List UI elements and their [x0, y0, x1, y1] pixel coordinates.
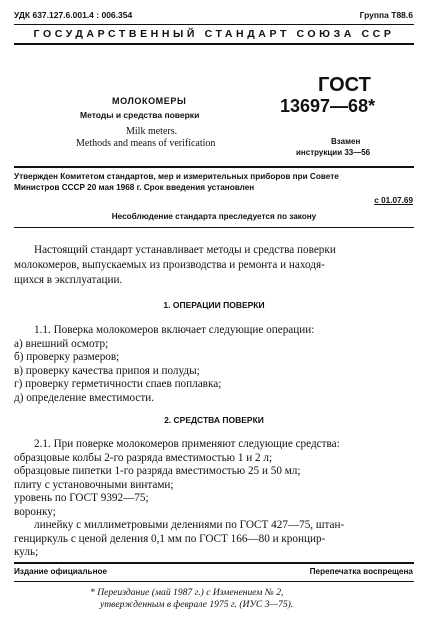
operation-item: в) проверку качества припоя и полуды;	[14, 365, 200, 377]
english-subtitle: Methods and means of verification	[76, 138, 216, 149]
effective-date: с 01.07.69	[374, 196, 413, 205]
gost-label: ГОСТ	[318, 74, 371, 96]
intro-line-1: Настоящий стандарт устанавливает методы и средства поверки	[34, 244, 336, 256]
reprint-notice: Перепечатка воспрещена	[309, 567, 413, 576]
approval-rule	[14, 227, 414, 228]
means-line: воронку;	[14, 506, 56, 518]
means-line: образцовые пипетки 1-го разряда вместимостью 25 и 50 мл;	[14, 465, 301, 477]
replaces-value: инструкции 33—56	[296, 148, 371, 157]
gost-number: 13697—68*	[280, 96, 376, 116]
means-line: куль;	[14, 546, 39, 558]
approval-line-1: Утвержден Комитетом стандартов, мер и измерительных приборов при Совете	[14, 172, 339, 181]
section-2-heading: 2. СРЕДСТВА ПОВЕРКИ	[164, 415, 264, 425]
section-1-clause: 1.1. Поверка молокомеров включает следующие операции:	[34, 324, 315, 336]
english-title: Milk meters.	[126, 126, 178, 137]
header-rule-top	[14, 24, 414, 25]
means-line: генциркуль с ценой деления 0,1 мм по ГОСТ 166—80 и кронцир-	[14, 533, 326, 545]
means-line: 2.1. При поверке молокомеров применяют следующие средства:	[34, 438, 340, 450]
operation-item: а) внешний осмотр;	[14, 338, 109, 350]
official-edition-label: Издание официальное	[14, 567, 108, 576]
group-code: Группа Т88.6	[359, 10, 413, 20]
udk-code: УДК 637.127.6.001.4 : 006.354	[14, 10, 133, 20]
footer-rule-2	[14, 581, 414, 582]
reissue-note-2: утвержденным в феврале 1975 г. (ИУС 3—75).	[100, 599, 294, 610]
reissue-note-1: * Переиздание (май 1987 г.) с Изменением № 2,	[90, 587, 284, 598]
document-subtitle: Методы и средства поверки	[80, 110, 200, 120]
operation-item: г) проверку герметичности спаев поплавка;	[14, 378, 222, 390]
legal-warning: Несоблюдение стандарта преследуется по закону	[111, 212, 317, 221]
operation-item: д) определение вместимости.	[14, 392, 154, 404]
header-rule-bottom	[14, 43, 414, 45]
section-1-heading: 1. ОПЕРАЦИИ ПОВЕРКИ	[163, 300, 265, 310]
title-rule	[14, 166, 414, 168]
state-standard-banner: ГОСУДАРСТВЕННЫЙ СТАНДАРТ СОЮЗА ССР	[33, 28, 395, 40]
operation-item: б) проверку размеров;	[14, 351, 120, 363]
document-title: МОЛОКОМЕРЫ	[112, 96, 187, 106]
intro-line-3: щихся в эксплуатации.	[14, 274, 123, 286]
means-line: линейку с миллиметровыми делениями по ГОСТ 427—75, штан-	[34, 519, 345, 531]
footer-rule	[14, 562, 414, 564]
replaces-label: Взамен	[331, 137, 361, 146]
means-line: плиту с установочными винтами;	[14, 479, 174, 491]
approval-line-2: Министров СССР 20 мая 1968 г. Срок введения установлен	[14, 183, 255, 192]
means-line: уровень по ГОСТ 9392—75;	[14, 492, 149, 504]
means-line: образцовые колбы 2-го разряда вместимостью 1 и 2 л;	[14, 452, 273, 464]
intro-line-2: молокомеров, выпускаемых из производства и ремонта и находя-	[14, 259, 325, 271]
